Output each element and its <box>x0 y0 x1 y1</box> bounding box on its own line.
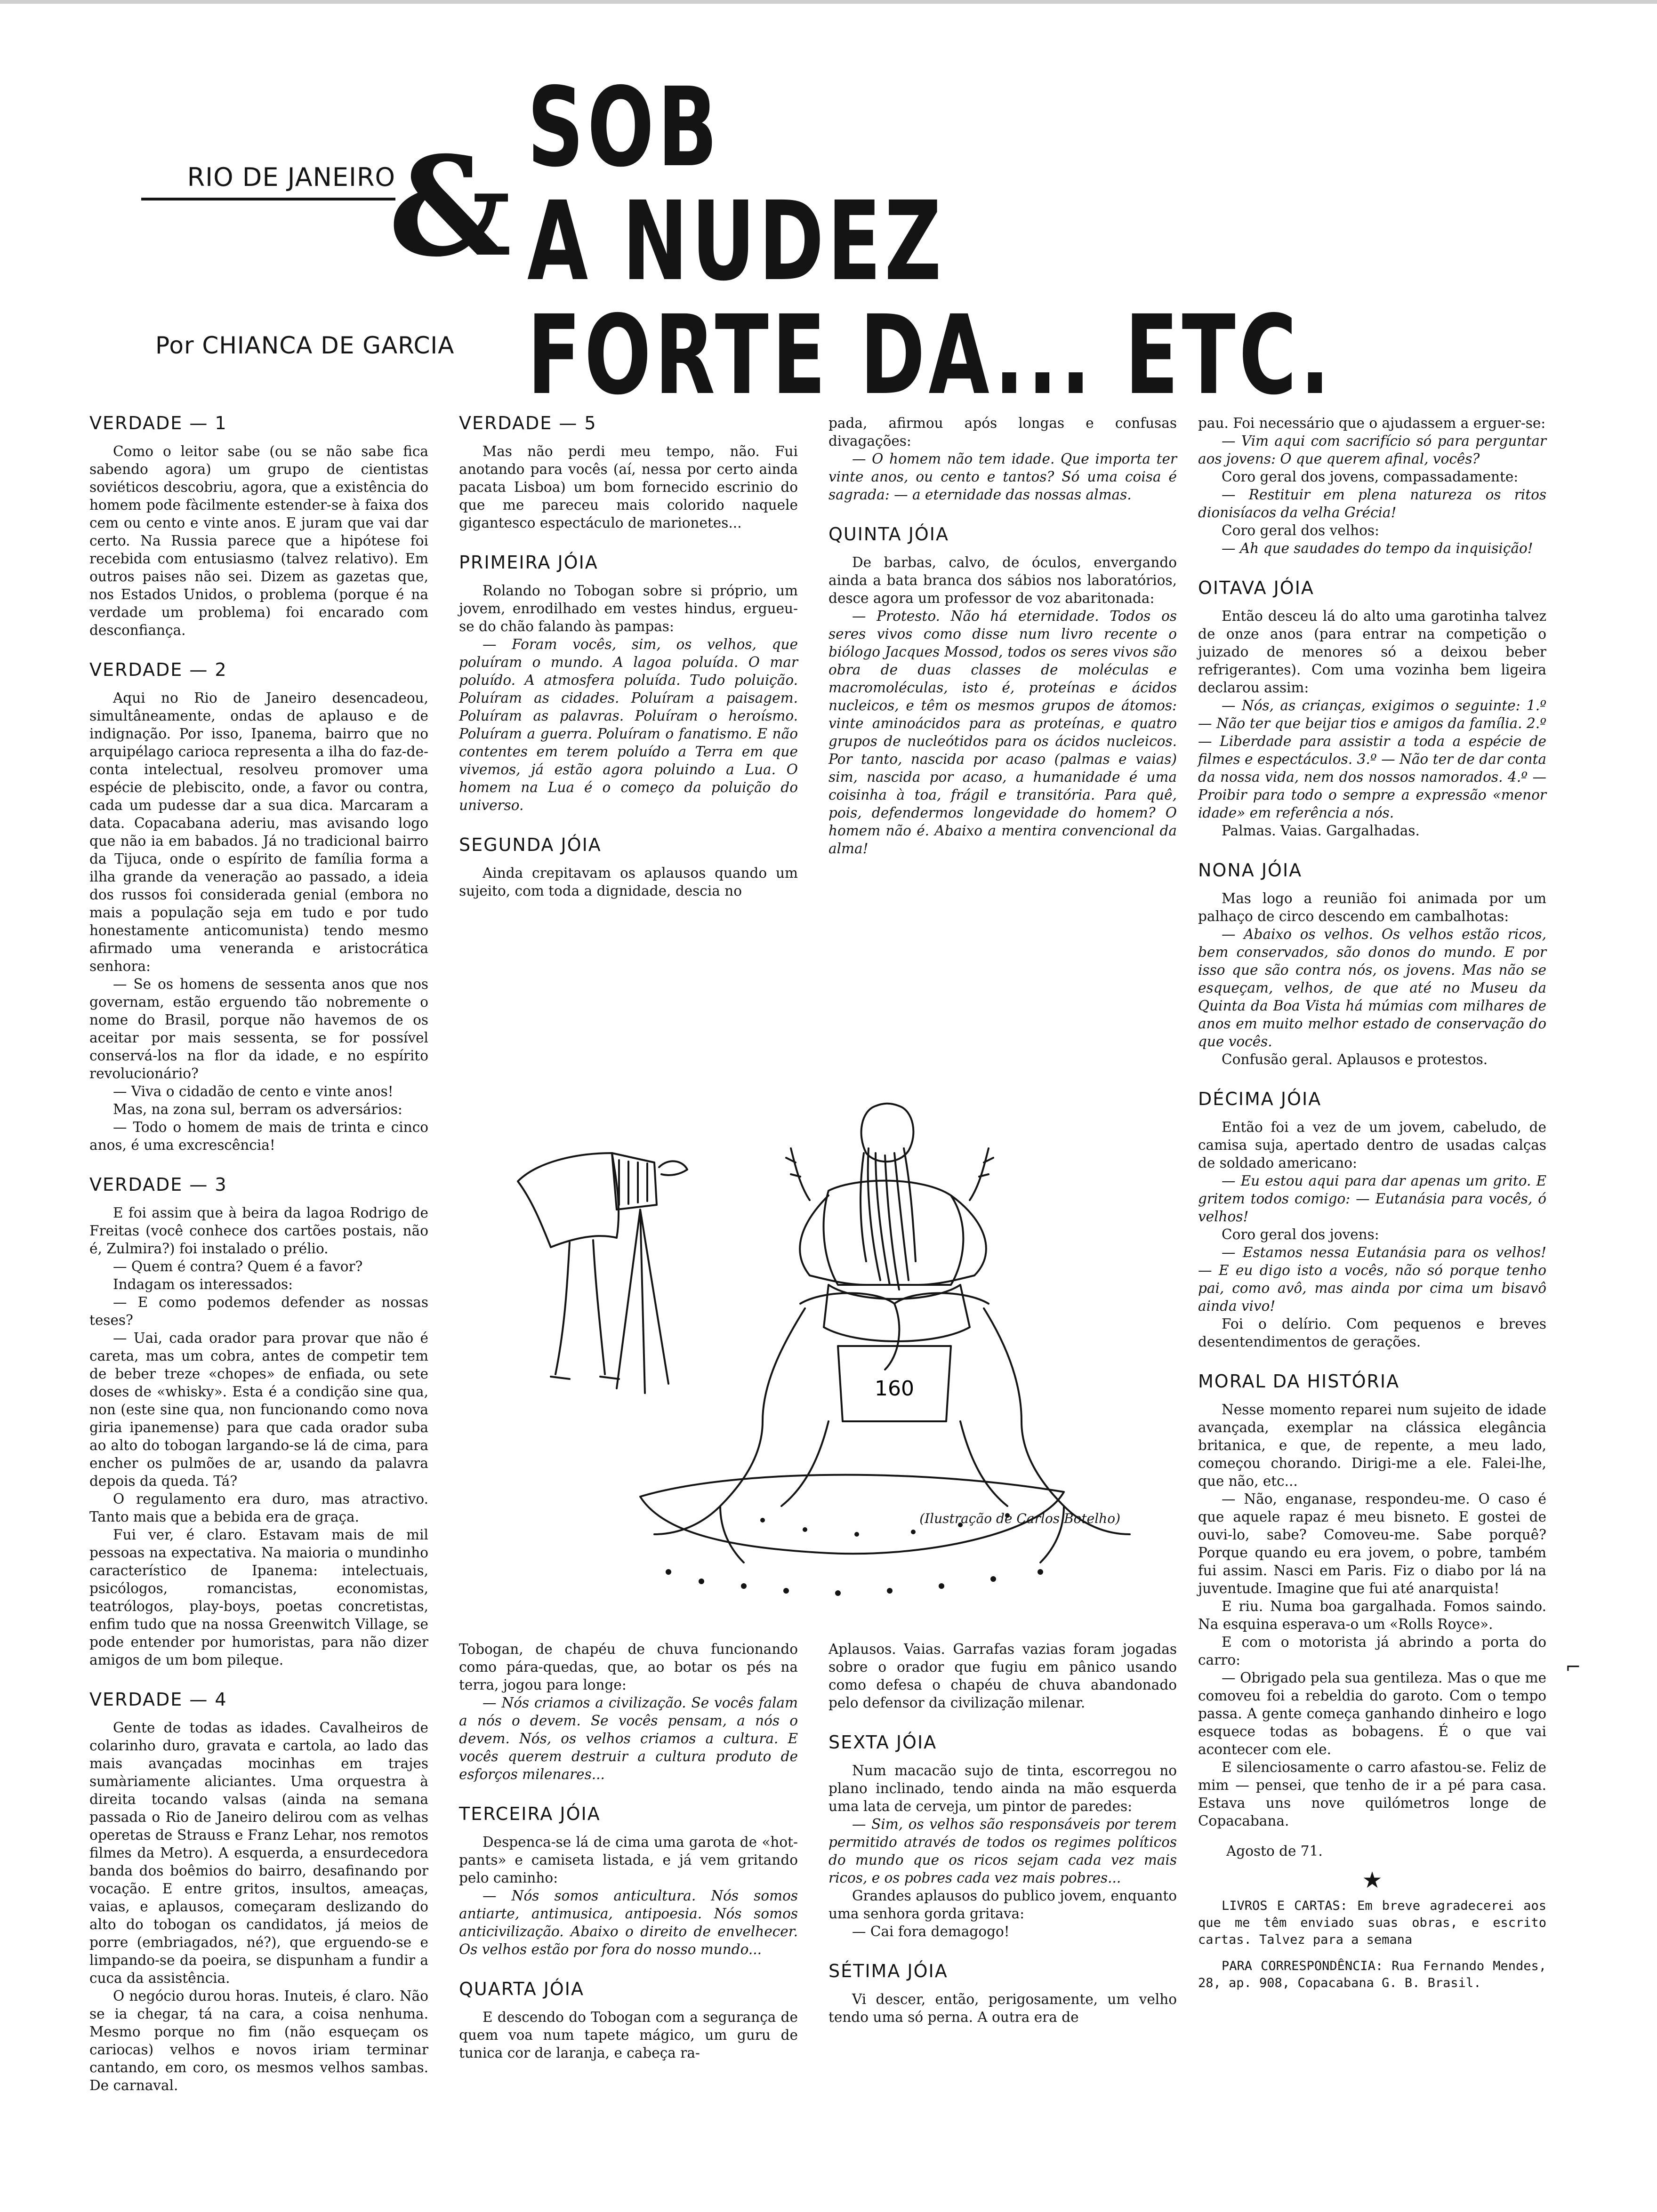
paragraph: E foi assim que à beira da lagoa Rodrigo de Freitas (você conhece dos cartões postais, não é, Zulmira?) foi instalado o prélio. <box>89 1205 428 1257</box>
camera-bellows <box>619 1160 647 1205</box>
section-terceira-joia <box>459 1805 798 1958</box>
paragraph: — Estamos nessa Eutanásia para os velhos! — E eu digo isto a vocês, não só porque tenho pai, como avô, mas ainda por cima um bisavô ainda vivo! <box>1198 1244 1546 1314</box>
headline-line-1: SOB <box>527 64 721 191</box>
section-continuation <box>1198 414 1546 557</box>
headline <box>527 64 1334 419</box>
paragraph: — Nós, as crianças, exigimos o seguinte: 1.º — Não ter que beijar tios e amigos da família. 2.º — Liberdade para assistir a toda a espécie de filmes e espectáculos. 3.º — Não ter de dar conta da nossa vida, nem dos nossos namorados. 4.º — Proibir para todo o sempre a expressão «menor idade» em referência a nós. <box>1198 697 1546 821</box>
paragraph: De barbas, calvo, de óculos, envergando ainda a bata branca dos sábios nos laboratórios, desce agora um professor de voz abaritonada: <box>828 554 1177 606</box>
paragraph: Coro geral dos jovens: <box>1222 1226 1379 1242</box>
photographer-cloth <box>518 1153 619 1247</box>
paragraph: — Uai, cada orador para provar que não é careta, mas um cobra, antes de competir tem de beber treze «chopes» de enfiada, ou sete doses de «whisky». Esta é a condição sine qua, non (este sine qua, non funcionando como nova giria ipanemense) para que cada orador suba ao alto do tobogan largando-se lá de cima, para encher os pulmões de ar, usando da palavra depois da queda. Tá? <box>89 1330 428 1489</box>
section-heading: QUARTA JÓIA <box>459 1979 585 1999</box>
branch-left <box>786 1148 810 1200</box>
section-heading: OITAVA JÓIA <box>1198 577 1314 598</box>
section-heading: TERCEIRA JÓIA <box>459 1803 601 1824</box>
paragraph: Foi o delírio. Com pequenos e breves desentendimentos de gerações. <box>1198 1316 1546 1350</box>
tripod <box>617 1210 668 1393</box>
section-quarta-joia <box>459 1980 798 2062</box>
byline: Por CHIANCA DE GARCIA <box>155 332 455 359</box>
paragraph: Palmas. Vaias. Gargalhadas. <box>1222 823 1420 839</box>
paragraph: — Obrigado pela sua gentileza. Mas o que me comoveu foi a rebeldia do garoto. Com o tempo passa. A gente começa ganhando dinheiro e logo esquece todas as bobagens. É o que vai acontecer com ele. <box>1198 1670 1546 1757</box>
section-oitava-joia <box>1198 579 1546 840</box>
paragraph: Gente de todas as idades. Cavalheiros de colarinho duro, gravata e cartola, ao lado das mais avançadas mocinhas em trajes sumàriamente aliciantes. Uma orquestra à direita tocando valsas (ainda na semana passada o Rio de Janeiro delirou com as velhas operetas de Strauss e Franz Lehar, nos remotos filmes da Metro). A esquerda, a ensurdecedora banda dos boêmios do bairro, desafinando por vocação. E entre gritos, insultos, ameaças, vaias, e aplausos, começaram deslizando do alto do tobogan os candidatos, já meios de porre (embriagados, né?), que erguendo-se e limpando-se da poeira, se dispunham a fundir a cuca da assistência. <box>89 1720 428 1986</box>
section-kicker: RIO DE JANEIRO <box>141 162 395 200</box>
paragraph: Fui ver, é claro. Estavam mais de mil pessoas na expectativa. Na maioria o mundinho característico de Ipanema: intelectuais, psicólogos, romancistas, economistas, teatrólogos, play-boys, poetas concretistas, enfim tudo que na nossa Greenwitch Village, se pode entender por humoristas, para não dizer amigos de um bom pileque. <box>89 1527 428 1668</box>
paragraph: Nesse momento reparei num sujeito de idade avançada, exemplar na clássica elegância britanica, e que, de repente, a meu lado, começou chorando. Dirigi-me a ele. Falei-lhe, que não, etc... <box>1198 1402 1546 1489</box>
star-icon: ★ <box>1362 1867 1383 1893</box>
section-continuation <box>828 1640 1177 1712</box>
paragraph: — Viva o cidadão de cento e vinte anos! <box>113 1083 394 1099</box>
section-heading: PRIMEIRA JÓIA <box>459 552 598 573</box>
paragraph: Despenca-se lá de cima uma garota de «hot-pants» e camiseta listada, e já vem gritando pelo caminho: <box>459 1834 798 1886</box>
paragraph: — Nós somos anticultura. Nós somos antiarte, antimusica, antipoesia. Nós somos anticivilização. Abaixo o direito de envelhecer. Os velhos estão por fora do nosso mundo... <box>459 1888 798 1957</box>
paragraph: — Todo o homem de mais de trinta e cinco anos, é uma excrescência! <box>89 1119 428 1153</box>
paragraph: Grandes aplausos do publico jovem, enquanto uma senhora gorda gritava: <box>828 1888 1177 1922</box>
section-heading: QUINTA JÓIA <box>828 524 949 545</box>
column-3-bottom <box>828 1640 1177 2048</box>
paragraph: — Cai fora demagogo! <box>852 1923 1010 1940</box>
paragraph: — Sim, os velhos são responsáveis por terem permitido através de todos os regimes políticos do mundo que os ricos sejam cada vez mais ricos, e os pobres cada vez mais pobres... <box>828 1816 1177 1886</box>
paragraph: Aplausos. Vaias. Garrafas vazias foram jogadas sobre o orador que fugiu em pânico usando como defesa o chapéu de chuva abandonado pelo defensor da civilização milenar. <box>828 1641 1177 1711</box>
correspondence-address: PARA CORRESPONDÊNCIA: Rua Fernando Mendes, 28, ap. 908, Copacabana G. B. Brasil. <box>1198 1959 1546 1990</box>
section-heading: SEXTA JÓIA <box>828 1732 937 1753</box>
section-moral-da-historia <box>1198 1372 1546 1992</box>
section-heading: SEGUNDA JÓIA <box>459 834 602 855</box>
paragraph: Mas logo a reunião foi animada por um palhaço de circo descendo em cambalhotas: <box>1198 890 1546 924</box>
article-date: Agosto de 71. <box>1226 1843 1323 1859</box>
section-verdade-1 <box>89 414 428 639</box>
column-1 <box>89 414 428 2116</box>
ampersand-ornament: & <box>388 127 512 287</box>
section-heading: DÉCIMA JÓIA <box>1198 1089 1322 1109</box>
headline-line-3: FORTE DA... ETC. <box>527 292 1334 419</box>
paragraph: — Eu estou aqui para dar apenas um grito. E gritem todos comigo: — Eutanásia para vocês, ó velhos! <box>1198 1173 1546 1225</box>
column-2 <box>459 414 798 922</box>
section-sexta-joia <box>828 1733 1177 1940</box>
branch-right <box>970 1148 993 1200</box>
paragraph: Indagam os interessados: <box>113 1276 293 1292</box>
section-heading: VERDADE — 2 <box>89 659 227 680</box>
paragraph: — Protesto. Não há eternidade. Todos os seres vivos como disse num livro recente o biólogo Jacques Mossod, todos os seres vivos são obra de duas classes de moléculas e macromoléculas, isto é, proteínas e ácidos nucleicos, e têm os mesmos grupos de átomos: vinte aminoácidos para as proteínas, e quatro grupos de nucleótidos para os ácidos nucleicos. Por tanto, nascida por acaso (palmas e vaias) sim, nascida por acaso, a humanidade é uma coisinha à toa, frágil e transitória. Para quê, pois, defendermos longevidade do homem? O homem não é. Abaixo a mentira convencional da alma! <box>828 608 1177 857</box>
stool-number: 160 <box>875 1377 914 1401</box>
paragraph: — Quem é contra? Quem é a favor? <box>113 1258 363 1274</box>
guru-torso <box>824 1181 964 1285</box>
paragraph: pau. Foi necessário que o ajudassem a erguer-se: <box>1198 415 1546 431</box>
paragraph: Vi descer, então, perigosamente, um velho tendo uma só perna. A outra era de <box>828 1991 1177 2025</box>
section-verdade-5 <box>459 414 798 532</box>
section-heading: NONA JÓIA <box>1198 860 1303 881</box>
paragraph: Então desceu lá do alto uma garotinha talvez de onze anos (para entrar na competição o juizado de menores só a deixou beber refrigerantes). Com uma vozinha bem ligeira declarou assim: <box>1198 608 1546 696</box>
section-heading: VERDADE — 4 <box>89 1689 227 1710</box>
paragraph: Confusão geral. Aplausos e protestos. <box>1222 1051 1488 1067</box>
paragraph: — Se os homens de sessenta anos que nos governam, estão erguendo tão nobremente o nome do Brasil, porque não havemos de os aceitar por mais sessenta, se for possível conservá-los na flor da idade, e no espírito revolucionário? <box>89 976 428 1082</box>
section-heading: MORAL DA HISTÓRIA <box>1198 1371 1400 1392</box>
paragraph: O regulamento era duro, mas atractivo. Tanto mais que a bebida era de graça. <box>89 1491 428 1525</box>
section-quinta-joia <box>828 525 1177 858</box>
column-2-bottom <box>459 1640 798 2084</box>
paragraph: — Foram vocês, sim, os velhos, que poluíram o mundo. A lagoa poluída. O mar poluído. A atmosfera poluída. Tudo poluição. Poluíram as cidades. Poluíram a paisagem. Poluíram as palavras. Poluíram o heroísmo. Poluíram a guerra. Poluíram o fanatismo. E não contentes em terem poluído a Terra em que vivemos, já estão agora poluindo a Lua. O homem na Lua é o começo da poluição do universo. <box>459 636 798 813</box>
paragraph: Mas, na zona sul, berram os adversários: <box>113 1101 402 1117</box>
paragraph: O negócio durou horas. Inuteis, é claro. Não se ia chegar, tá na cara, a coisa nenhuma. Mesmo porque no fim (não esqueçam os cariocas) velhos e novos iriam terminar cantando, em coro, os mesmos velhos sambas. De carnaval. <box>89 1988 428 2093</box>
guru-beard <box>861 1148 916 1290</box>
section-heading: VERDADE — 3 <box>89 1174 227 1195</box>
paragraph: Coro geral dos velhos: <box>1222 522 1379 538</box>
photographer-legs <box>551 1240 619 1379</box>
paragraph: — Não, enganase, respondeu-me. O caso é que aquele rapaz é meu bisneto. E gostei de ouvi-lo, sabe? Comoveu-me. Sabe porquê? Porque quando eu era jovem, o pobre, também fui assim. Nasci em Paris. Fiz o diabo por lá na juventude. Imagine que fui até anarquista! <box>1198 1491 1546 1596</box>
paragraph: Rolando no Tobogan sobre si próprio, um jovem, enrodilhado em vestes hindus, ergueu-se do chão falando às pampas: <box>459 583 798 634</box>
illustration-caption: (Ilustração de Carlos Botelho) <box>919 1511 1120 1526</box>
paragraph: E descendo do Tobogan com a segurança de quem voa num tapete mágico, um guru de tunica cor de laranja, e cabeça ra- <box>459 2009 798 2061</box>
section-continuation <box>828 414 1177 504</box>
section-verdade-2 <box>89 661 428 1154</box>
section-decima-joia <box>1198 1090 1546 1351</box>
margin-mark: ⌐ <box>1565 1657 1581 1678</box>
livros-e-cartas-note: LIVROS E CARTAS: Em breve agradecerei aos que me têm enviado suas obras, e escrito cartas. Talvez para a semana <box>1198 1899 1546 1947</box>
paragraph: Num macacão sujo de tinta, escorregou no plano inclinado, tendo ainda na mão esquerda uma lata de cerveja, um pintor de paredes: <box>828 1763 1177 1814</box>
section-nona-joia <box>1198 861 1546 1068</box>
section-heading: VERDADE — 5 <box>459 413 597 433</box>
section-heading: SÉTIMA JÓIA <box>828 1961 948 1981</box>
section-heading: VERDADE — 1 <box>89 413 227 433</box>
paragraph: E com o motorista já abrindo a porta do carro: <box>1198 1634 1546 1668</box>
paragraph: E riu. Numa boa gargalhada. Fomos saindo. Na esquina esperava-o um «Rolls Royce». <box>1198 1598 1546 1632</box>
section-primeira-joia <box>459 553 798 814</box>
paragraph: E silenciosamente o carro afastou-se. Feliz de mim — pensei, que tenho de ir a pé para casa. Estava uns nove quilómetros longe de Copacabana. <box>1198 1759 1546 1829</box>
paragraph: Então foi a vez de um jovem, cabeludo, de camisa suja, apertado dentro de usadas calças de soldado americano: <box>1198 1119 1546 1171</box>
headline-line-2: A NUDEZ <box>527 178 945 305</box>
paragraph: pada, afirmou após longas e confusas divagações: <box>828 415 1177 449</box>
paragraph: — Nós criamos a civilização. Se vocês falam a nós o devem. Se vocês pensam, a nós o devem. Nós, os velhos criamos a cultura. E vocês querem destruir a cultura produto de esforços milenares... <box>459 1695 798 1782</box>
camera-bird <box>659 1161 687 1175</box>
paragraph: — Vim aqui com sacrifício só para perguntar aos jovens: O que querem afinal, vocês? <box>1198 433 1546 467</box>
section-setima-joia <box>828 1962 1177 2026</box>
column-3 <box>828 414 1177 879</box>
paragraph: Como o leitor sabe (ou se não sabe fica sabendo agora) um grupo de cientistas soviéticos descobriu, agora, que a existência do homem pode fàcilmente estender-se à faixa dos cem ou cento e vinte anos. E juram que vai dar certo. Na Russia parece que a hipótese foi recebida com entusiasmo (talvez relativo). Em outros paises não sei. Dizem as gazetas que, nos Estados Unidos, o problema (porque é na verdade um problema) foi encarado com desconfiança. <box>89 443 428 638</box>
paragraph: — E como podemos defender as nossas teses? <box>89 1294 428 1328</box>
paragraph: Coro geral dos jovens, compassadamente: <box>1222 469 1519 485</box>
illustration <box>499 1082 1149 1619</box>
top-edge-mark <box>0 0 1657 4</box>
section-continuation <box>459 1640 798 1783</box>
paragraph: — Ah que saudades do tempo da inquisição! <box>1222 540 1533 556</box>
paragraph: — Restituir em plena natureza os ritos dionisíacos da velha Grécia! <box>1198 487 1546 521</box>
paragraph: Mas não perdi meu tempo, não. Fui anotando para vocês (aí, nessa por certo ainda pacata Lisboa) um bom fornecido escrinio do que me pareceu mais colorido naquele gigantesco espectáculo de marionetes... <box>459 443 798 531</box>
paragraph: — O homem não tem idade. Que importa ter vinte anos, ou cento e tantos? Só uma coisa é sagrada: — a eternidade das nossas almas. <box>828 451 1177 503</box>
section-verdade-4 <box>89 1691 428 2094</box>
section-segunda-joia <box>459 836 798 900</box>
paragraph: Aqui no Rio de Janeiro desencadeou, simultâneamente, ondas de aplauso e de indignação. Por isso, Ipanema, bairro que no arquipélago carioca representa a ilha do faz-de-conta intelectual, resolveu promover uma espécie de plebiscito, onde, a favor ou contra, cada um pudesse dar a sua dica. Marcaram a data. Copacabana aderiu, mas avisando logo que não ia em babados. Já no tradicional bairro da Tijuca, onde o espírito de família forma a ilha grande da veneração ao passado, a ideia dos russos foi considerada genial (embora no mais a população seja em tudo e por tudo honestamente anticomunista) tendo mesmo afirmado uma veneranda e aristocrática senhora: <box>89 690 428 974</box>
paragraph: — Abaixo os velhos. Os velhos estão ricos, bem conservados, são donos do mundo. E por isso que são contra nós, os jovens. Mas não se esqueçam, velhos, de que até no Museu da Quinta da Boa Vista há múmias com milhares de anos em muito melhor estado de conservação do que vocês. <box>1198 926 1546 1050</box>
column-4 <box>1198 414 1546 2013</box>
section-verdade-3 <box>89 1176 428 1669</box>
paragraph: Ainda crepitavam os aplausos quando um sujeito, com toda a dignidade, descia no <box>459 865 798 899</box>
paragraph: Tobogan, de chapéu de chuva funcionando como pára-quedas, que, ao botar os pés na terra, jogou para longe: <box>459 1641 798 1693</box>
